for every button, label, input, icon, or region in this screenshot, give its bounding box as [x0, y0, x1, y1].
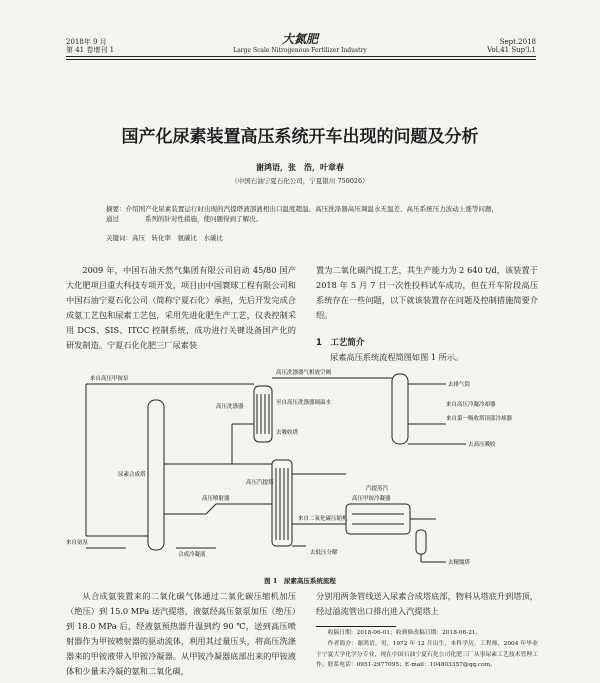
absorber-shape — [392, 374, 408, 444]
label-to-lp: 去高压吸收 — [468, 442, 496, 448]
label-condenser: 高压甲铵冷凝器 — [352, 496, 391, 502]
figure-caption: 图 1 尿素高压系统流程 — [264, 577, 336, 585]
label-from-nh3: 来自氨泵 — [66, 540, 89, 546]
intro-left-column: 2009 年，中国石油天然气集团有限公司启动 45/80 国产大化肥项目重大科技专项开发，项目由中国寰球工程有限公司和中国石油宁夏石化公司（简称宁夏石化）承担，先后开发完成合成氨工艺包和尿素工艺包，采用先进化肥生产工艺，仪表控制采用 DCS、SIS、ITCC 控制系统，成功进行关键设备国产化的研发制造。宁夏石化化肥三厂尿素装 — [66, 265, 296, 350]
section-text: 尿素高压系统流程简图如图 1 所示。 — [330, 352, 464, 362]
process-flow-diagram — [66, 364, 538, 574]
stripper-shape — [272, 460, 292, 546]
intro-right-column: 置为二氧化碳汽提工艺，其生产能力为 2 640 t/d，该装置于 2018 年 5 月 7 日一次性投料试车成功，但在开车阶段高压系统存在一些问题，以下就该装置存在问题及控制措施简要介绍。 — [316, 265, 538, 320]
affiliation: （中国石油宁夏石化公司，宁夏银川 750026） — [231, 177, 369, 185]
header-rule-thin — [66, 59, 536, 60]
issue-date: 2018年 9 月 — [66, 38, 107, 46]
label-to-lp2: 去低压分解 — [310, 550, 338, 556]
label-from-recovery2: 来自第一吸收塔顶部冷却器 — [446, 416, 513, 422]
label-steam: 汽提蒸汽 — [366, 486, 389, 492]
label-ejector: 高压喷射器 — [202, 496, 230, 502]
label-stripper: 高压汽提塔 — [246, 480, 274, 486]
label-synthesis: 尿素合成塔 — [118, 472, 146, 478]
header-rule — [66, 56, 536, 57]
abstract: 摘要：介绍国产化尿素装置运行时出现的汽提塔液部液相出口温度超温、高压洗涤器高压调温水无温差、高压系统压力波动上涨等问题，通过 系列的针对性措施，使问题得到了解决。 — [106, 205, 498, 223]
label-hp-scrubber: 高压洗涤器 — [216, 404, 244, 410]
volume-info-en: Vol.41 Sup'l.1 — [487, 46, 536, 54]
article-title: 国产化尿素装置高压系统开车出现的问题及分析 — [121, 127, 479, 147]
body-left-column: 从合成氨装置来的二氧化碳气体通过二氧化碳压缩机加压（绝压）到 15.0 MPa 送汽提塔，液氨经高压氨泵加压（绝压）到 18.0 MPa 后，经液氨预热器升温到约 90 ℃，送到高压喷射器作为甲铵喷射器的驱动流体，利用其过量压头，将高压洗涤器来的甲铵液带入甲铵冷凝器。从甲铵冷凝器底部出来的甲铵液体和少量未冷凝的氨和二氧化碳， — [66, 591, 296, 676]
footnote-rule — [316, 626, 396, 627]
separator-shape — [416, 530, 426, 554]
authors: 谢鸿语，张 浩，叶章春 — [256, 162, 344, 172]
keywords: 关键词：高压 转化率 氨碳比 水碳比 — [106, 234, 223, 242]
label-vent: 高压洗涤器气相放空阀 — [276, 370, 332, 376]
label-condensate: 合成冷凝液 — [178, 552, 206, 558]
label-from-co2: 来自二氧化碳压缩机 — [298, 516, 348, 522]
received-date: 收稿日期：2018-06-01；收到修改稿日期：2018-06-21。 — [327, 630, 482, 636]
author-bio: 作者简介：谢鸿语，男，1972 年 12 月出生，本科学历，工程师，2004 年毕业于宁夏大学化学分专业，现在中国石油宁夏石化公司化肥三厂从事尿素工艺技术管理工作。联系电话：0951-2977095；E-mail：104803357@qq.com。 — [316, 641, 538, 668]
label-from-recovery1: 来自高压冷凝冷却器 — [446, 402, 496, 408]
body-right-column: 分别用两条管线送入尿素合成塔底部，物料从塔底升到塔顶，经过溢流管出口排出进入汽提塔上 — [316, 591, 538, 616]
label-water-cooling: 至自高压洗涤器调温水 — [276, 400, 332, 406]
volume-info: 第 41 卷增刊 1 — [66, 46, 115, 54]
label-to-decomp: 去精馏塔 — [448, 560, 471, 566]
journal-logo: 大氮肥 — [281, 32, 318, 46]
condenser-shape — [346, 504, 410, 534]
label-co2-from: 来自高压甲铵泵 — [90, 376, 129, 382]
label-to-atmos: 去排气筒 — [448, 382, 471, 388]
label-to-absorber: 去吸收塔 — [276, 430, 299, 436]
section-heading: 1 工艺简介 — [316, 338, 365, 348]
issue-date-en: Sept.2018 — [499, 38, 536, 46]
journal-english-name: Large Scale Nitrogenous Fertilizer Industry — [233, 47, 367, 54]
synthesis-tower-shape — [148, 400, 164, 550]
